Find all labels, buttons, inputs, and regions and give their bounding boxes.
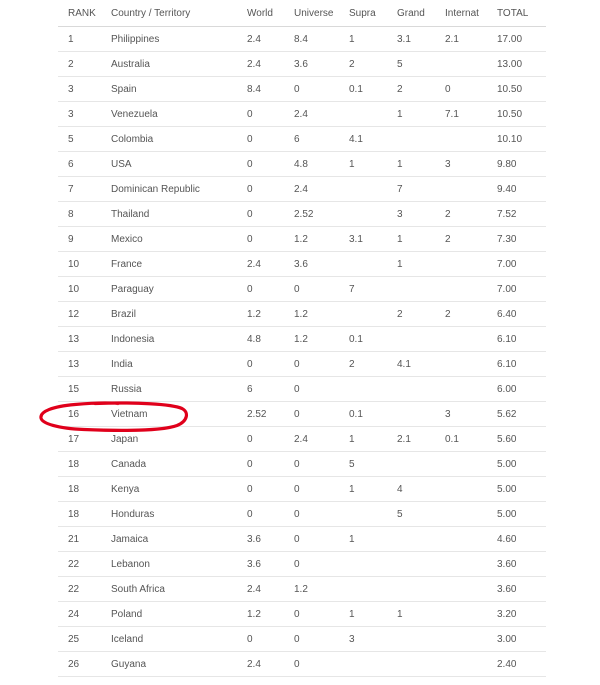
cell-country: France <box>101 252 237 277</box>
cell-internat <box>435 252 487 277</box>
cell-grand <box>387 552 435 577</box>
cell-total: 7.52 <box>487 202 546 227</box>
cell-total: 7.00 <box>487 252 546 277</box>
cell-grand: 1 <box>387 227 435 252</box>
cell-country: Guyana <box>101 652 237 677</box>
cell-world: 2.4 <box>237 27 284 52</box>
table-row[interactable] <box>58 502 546 527</box>
table-row[interactable] <box>58 577 546 602</box>
cell-grand <box>387 577 435 602</box>
cell-world: 2.4 <box>237 577 284 602</box>
cell-world: 4.8 <box>237 327 284 352</box>
cell-supra <box>339 252 387 277</box>
header-rank[interactable]: RANK <box>58 0 101 27</box>
cell-world: 2.4 <box>237 252 284 277</box>
table-row[interactable] <box>58 377 546 402</box>
rankings-table <box>58 0 546 677</box>
cell-internat <box>435 452 487 477</box>
cell-world: 0 <box>237 277 284 302</box>
cell-total: 3.60 <box>487 577 546 602</box>
cell-country: Indonesia <box>101 327 237 352</box>
cell-total: 6.10 <box>487 352 546 377</box>
table-row[interactable] <box>58 277 546 302</box>
cell-universe: 0 <box>284 377 339 402</box>
cell-grand: 3 <box>387 202 435 227</box>
cell-world: 0 <box>237 477 284 502</box>
cell-rank: 7 <box>58 177 101 202</box>
cell-supra: 0.1 <box>339 402 387 427</box>
cell-world: 2.4 <box>237 52 284 77</box>
table-row[interactable] <box>58 552 546 577</box>
cell-supra <box>339 502 387 527</box>
cell-rank: 24 <box>58 602 101 627</box>
cell-supra: 3.1 <box>339 227 387 252</box>
cell-internat: 2.1 <box>435 27 487 52</box>
table-row[interactable] <box>58 477 546 502</box>
table-row[interactable] <box>58 452 546 477</box>
cell-grand: 5 <box>387 52 435 77</box>
cell-universe: 2.4 <box>284 427 339 452</box>
cell-rank: 18 <box>58 477 101 502</box>
cell-grand <box>387 402 435 427</box>
cell-grand: 7 <box>387 177 435 202</box>
cell-rank: 25 <box>58 627 101 652</box>
cell-rank: 10 <box>58 252 101 277</box>
cell-grand <box>387 652 435 677</box>
cell-grand: 1 <box>387 152 435 177</box>
cell-internat <box>435 502 487 527</box>
table-row[interactable] <box>58 352 546 377</box>
cell-country: India <box>101 352 237 377</box>
cell-country: USA <box>101 152 237 177</box>
cell-supra: 1 <box>339 527 387 552</box>
cell-country: Australia <box>101 52 237 77</box>
table-row[interactable] <box>58 127 546 152</box>
cell-grand: 2.1 <box>387 427 435 452</box>
header-row <box>58 0 546 27</box>
cell-universe: 2.52 <box>284 202 339 227</box>
table-row[interactable] <box>58 52 546 77</box>
cell-grand <box>387 527 435 552</box>
table-row[interactable] <box>58 302 546 327</box>
cell-world: 0 <box>237 627 284 652</box>
cell-country: Thailand <box>101 202 237 227</box>
cell-internat: 0 <box>435 77 487 102</box>
cell-country: Honduras <box>101 502 237 527</box>
table-row[interactable] <box>58 402 546 427</box>
cell-country: Russia <box>101 377 237 402</box>
cell-total: 6.10 <box>487 327 546 352</box>
cell-supra: 1 <box>339 602 387 627</box>
cell-universe: 2.4 <box>284 102 339 127</box>
cell-universe: 0 <box>284 602 339 627</box>
cell-rank: 13 <box>58 352 101 377</box>
cell-total: 5.60 <box>487 427 546 452</box>
cell-supra <box>339 302 387 327</box>
cell-grand: 1 <box>387 602 435 627</box>
cell-grand: 1 <box>387 102 435 127</box>
cell-rank: 15 <box>58 377 101 402</box>
table-row[interactable] <box>58 627 546 652</box>
cell-universe: 2.4 <box>284 177 339 202</box>
cell-country: Venezuela <box>101 102 237 127</box>
cell-world: 1.2 <box>237 302 284 327</box>
cell-rank: 21 <box>58 527 101 552</box>
cell-total: 5.00 <box>487 452 546 477</box>
cell-grand: 3.1 <box>387 27 435 52</box>
cell-country: Mexico <box>101 227 237 252</box>
cell-universe: 1.2 <box>284 302 339 327</box>
table-row[interactable] <box>58 27 546 52</box>
cell-rank: 26 <box>58 652 101 677</box>
cell-world: 2.4 <box>237 652 284 677</box>
cell-rank: 17 <box>58 427 101 452</box>
cell-grand <box>387 452 435 477</box>
cell-internat: 2 <box>435 302 487 327</box>
cell-rank: 18 <box>58 452 101 477</box>
cell-world: 0 <box>237 452 284 477</box>
cell-universe: 0 <box>284 652 339 677</box>
table-row[interactable] <box>58 152 546 177</box>
cell-rank: 1 <box>58 27 101 52</box>
cell-country: Lebanon <box>101 552 237 577</box>
table-row[interactable] <box>58 327 546 352</box>
rankings-board <box>58 0 546 677</box>
cell-country: Poland <box>101 602 237 627</box>
cell-rank: 5 <box>58 127 101 152</box>
cell-internat: 7.1 <box>435 102 487 127</box>
cell-country: Dominican Republic <box>101 177 237 202</box>
cell-internat <box>435 477 487 502</box>
cell-internat <box>435 527 487 552</box>
cell-internat <box>435 652 487 677</box>
cell-total: 10.10 <box>487 127 546 152</box>
cell-universe: 3.6 <box>284 52 339 77</box>
cell-internat <box>435 577 487 602</box>
table-row[interactable] <box>58 177 546 202</box>
cell-universe: 0 <box>284 627 339 652</box>
cell-universe: 0 <box>284 452 339 477</box>
cell-rank: 10 <box>58 277 101 302</box>
cell-total: 6.00 <box>487 377 546 402</box>
cell-universe: 0 <box>284 77 339 102</box>
cell-supra: 1 <box>339 152 387 177</box>
cell-internat <box>435 352 487 377</box>
cell-world: 3.6 <box>237 527 284 552</box>
cell-country: Canada <box>101 452 237 477</box>
cell-grand <box>387 377 435 402</box>
cell-universe: 0 <box>284 502 339 527</box>
cell-total: 17.00 <box>487 27 546 52</box>
header-grand[interactable]: Grand <box>387 0 435 27</box>
cell-internat <box>435 277 487 302</box>
cell-grand <box>387 327 435 352</box>
cell-rank: 9 <box>58 227 101 252</box>
cell-world: 3.6 <box>237 552 284 577</box>
cell-total: 2.40 <box>487 652 546 677</box>
header-world[interactable]: World <box>237 0 284 27</box>
cell-total: 5.00 <box>487 502 546 527</box>
cell-internat <box>435 327 487 352</box>
cell-total: 9.40 <box>487 177 546 202</box>
cell-total: 5.62 <box>487 402 546 427</box>
table-row[interactable] <box>58 252 546 277</box>
cell-total: 3.20 <box>487 602 546 627</box>
cell-universe: 0 <box>284 352 339 377</box>
cell-internat: 3 <box>435 402 487 427</box>
cell-world: 1.2 <box>237 602 284 627</box>
cell-supra: 3 <box>339 627 387 652</box>
cell-grand <box>387 127 435 152</box>
cell-world: 0 <box>237 352 284 377</box>
table-row[interactable] <box>58 427 546 452</box>
cell-total: 13.00 <box>487 52 546 77</box>
cell-universe: 1.2 <box>284 227 339 252</box>
cell-universe: 3.6 <box>284 252 339 277</box>
table-row[interactable] <box>58 527 546 552</box>
cell-universe: 1.2 <box>284 577 339 602</box>
cell-grand: 2 <box>387 302 435 327</box>
table-row[interactable] <box>58 652 546 677</box>
cell-rank: 18 <box>58 502 101 527</box>
cell-supra <box>339 202 387 227</box>
header-internat[interactable]: Internat <box>435 0 487 27</box>
cell-supra: 0.1 <box>339 327 387 352</box>
cell-universe: 0 <box>284 402 339 427</box>
cell-supra: 5 <box>339 452 387 477</box>
cell-supra: 1 <box>339 27 387 52</box>
cell-total: 6.40 <box>487 302 546 327</box>
header-supra[interactable]: Supra <box>339 0 387 27</box>
cell-internat <box>435 602 487 627</box>
header-country[interactable]: Country / Territory <box>101 0 237 27</box>
cell-country: Colombia <box>101 127 237 152</box>
table-row[interactable] <box>58 102 546 127</box>
cell-world: 2.52 <box>237 402 284 427</box>
cell-country: Paraguay <box>101 277 237 302</box>
cell-grand <box>387 277 435 302</box>
cell-country: Spain <box>101 77 237 102</box>
cell-country: Philippines <box>101 27 237 52</box>
cell-grand: 4 <box>387 477 435 502</box>
cell-rank: 3 <box>58 102 101 127</box>
cell-rank: 6 <box>58 152 101 177</box>
cell-supra: 0.1 <box>339 77 387 102</box>
cell-universe: 1.2 <box>284 327 339 352</box>
cell-world: 8.4 <box>237 77 284 102</box>
cell-internat <box>435 377 487 402</box>
cell-world: 0 <box>237 427 284 452</box>
cell-country: Japan <box>101 427 237 452</box>
cell-rank: 22 <box>58 552 101 577</box>
cell-supra <box>339 552 387 577</box>
cell-country: Vietnam <box>101 402 237 427</box>
cell-country: Brazil <box>101 302 237 327</box>
cell-rank: 22 <box>58 577 101 602</box>
cell-total: 4.60 <box>487 527 546 552</box>
cell-grand <box>387 627 435 652</box>
cell-rank: 12 <box>58 302 101 327</box>
cell-total: 7.00 <box>487 277 546 302</box>
table-row[interactable] <box>58 602 546 627</box>
cell-supra: 1 <box>339 477 387 502</box>
cell-rank: 16 <box>58 402 101 427</box>
cell-total: 7.30 <box>487 227 546 252</box>
cell-total: 3.60 <box>487 552 546 577</box>
cell-country: Iceland <box>101 627 237 652</box>
cell-universe: 0 <box>284 527 339 552</box>
cell-universe: 0 <box>284 552 339 577</box>
cell-universe: 6 <box>284 127 339 152</box>
cell-world: 0 <box>237 227 284 252</box>
cell-country: Jamaica <box>101 527 237 552</box>
cell-supra: 4.1 <box>339 127 387 152</box>
cell-country: Kenya <box>101 477 237 502</box>
cell-supra <box>339 102 387 127</box>
cell-rank: 2 <box>58 52 101 77</box>
cell-rank: 13 <box>58 327 101 352</box>
cell-total: 10.50 <box>487 102 546 127</box>
cell-supra: 2 <box>339 52 387 77</box>
cell-country: South Africa <box>101 577 237 602</box>
cell-supra: 2 <box>339 352 387 377</box>
cell-internat: 2 <box>435 227 487 252</box>
table-row[interactable] <box>58 202 546 227</box>
cell-universe: 0 <box>284 277 339 302</box>
cell-internat <box>435 127 487 152</box>
cell-supra <box>339 377 387 402</box>
cell-world: 0 <box>237 127 284 152</box>
cell-supra <box>339 577 387 602</box>
cell-supra: 7 <box>339 277 387 302</box>
cell-internat <box>435 177 487 202</box>
cell-rank: 3 <box>58 77 101 102</box>
cell-grand: 4.1 <box>387 352 435 377</box>
table-body <box>58 27 546 677</box>
cell-universe: 8.4 <box>284 27 339 52</box>
cell-internat: 2 <box>435 202 487 227</box>
cell-grand: 2 <box>387 77 435 102</box>
header-universe[interactable]: Universe <box>284 0 339 27</box>
cell-internat <box>435 52 487 77</box>
cell-grand: 5 <box>387 502 435 527</box>
cell-supra: 1 <box>339 427 387 452</box>
table-header <box>58 0 546 27</box>
cell-world: 0 <box>237 502 284 527</box>
table-row[interactable] <box>58 77 546 102</box>
cell-universe: 4.8 <box>284 152 339 177</box>
cell-total: 5.00 <box>487 477 546 502</box>
cell-grand: 1 <box>387 252 435 277</box>
header-total[interactable]: TOTAL <box>487 0 546 27</box>
cell-world: 0 <box>237 202 284 227</box>
cell-total: 9.80 <box>487 152 546 177</box>
cell-world: 0 <box>237 177 284 202</box>
cell-total: 10.50 <box>487 77 546 102</box>
cell-supra <box>339 177 387 202</box>
cell-rank: 8 <box>58 202 101 227</box>
cell-total: 3.00 <box>487 627 546 652</box>
cell-internat: 0.1 <box>435 427 487 452</box>
table-row[interactable] <box>58 227 546 252</box>
cell-supra <box>339 652 387 677</box>
cell-internat <box>435 552 487 577</box>
cell-world: 0 <box>237 152 284 177</box>
cell-world: 6 <box>237 377 284 402</box>
cell-world: 0 <box>237 102 284 127</box>
cell-universe: 0 <box>284 477 339 502</box>
cell-internat: 3 <box>435 152 487 177</box>
cell-internat <box>435 627 487 652</box>
